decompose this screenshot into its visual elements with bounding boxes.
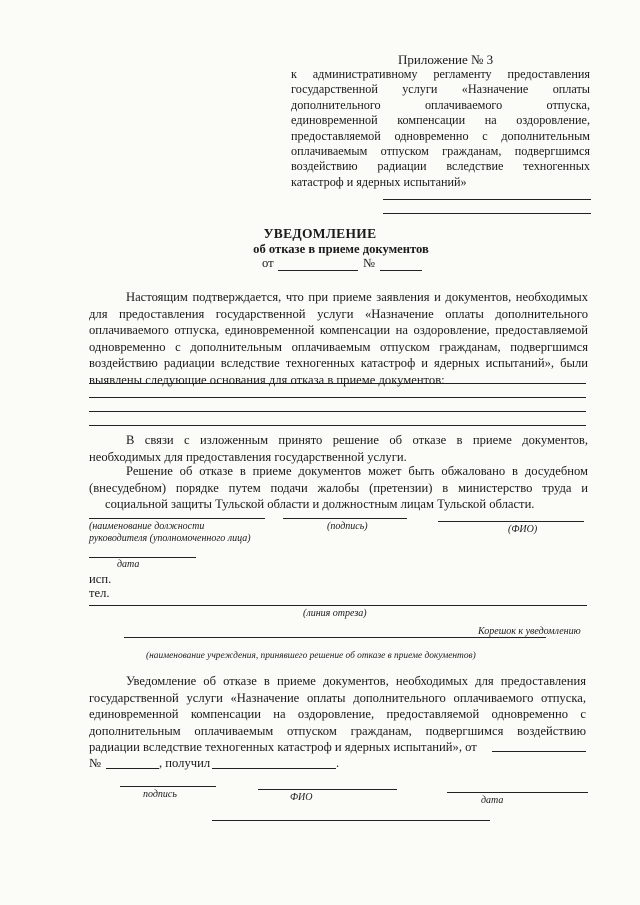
stub-fio-label: ФИО bbox=[290, 792, 313, 803]
document-title: УВЕДОМЛЕНИЕ bbox=[263, 226, 377, 241]
header-blank-line bbox=[383, 199, 591, 200]
stub-label: Корешок к уведомлению bbox=[478, 626, 581, 637]
cut-line bbox=[89, 605, 587, 606]
paragraph-grounds bbox=[89, 289, 588, 389]
date-prefix: от bbox=[262, 256, 274, 270]
text-line: социальной защиты Тульской области и должностным лицам Тульской области. bbox=[105, 497, 535, 512]
stub-number-blank bbox=[106, 768, 159, 769]
appendix-line: дополнительного оплачиваемого отпуска, bbox=[291, 97, 590, 112]
stub-date-blank-2 bbox=[447, 792, 588, 793]
appendix-title: Приложение № 3 bbox=[398, 52, 494, 67]
stub-received: , получил bbox=[159, 756, 211, 770]
fio-blank bbox=[438, 521, 584, 522]
document-subtitle: об отказе в приеме документов bbox=[253, 242, 429, 256]
grounds-blank-line bbox=[89, 425, 586, 426]
cut-line-label: (линия отреза) bbox=[303, 608, 367, 619]
position-label: (наименование должности bbox=[89, 521, 205, 532]
text-line: воздействию радиации вследствие техногенных катастроф и ядерных испытаний», были bbox=[89, 356, 588, 371]
stub-received-blank bbox=[212, 768, 336, 769]
text-line: для предоставления государственной услуги «Назначение оплаты дополнительного bbox=[89, 306, 588, 321]
position-label-line2: руководителя (уполномоченного лица) bbox=[89, 533, 251, 544]
text-line: В связи с изложенным принято решение об отказе в приеме документов, bbox=[126, 433, 588, 447]
organization-label: (наименование учреждения, принявшего решение об отказе в приеме документов) bbox=[146, 651, 476, 661]
date-blank bbox=[278, 270, 358, 271]
stub-line-5: радиации вследствие техногенных катастроф и ядерных испытаний», от bbox=[89, 740, 477, 754]
executor-label: исп. bbox=[89, 572, 112, 586]
appendix-line: воздействию радиации вследствие техногенных bbox=[291, 159, 590, 174]
position-blank bbox=[89, 518, 265, 519]
paragraph-appeal bbox=[89, 463, 588, 513]
fio-label: (ФИО) bbox=[508, 524, 538, 535]
header-blank-line bbox=[383, 213, 591, 214]
text-line: (внесудебном) порядке путем подачи жалобы (претензии) в министерство труда и bbox=[89, 480, 588, 495]
stub-fio-blank bbox=[258, 789, 397, 790]
number-blank bbox=[380, 270, 422, 271]
appendix-line: единовременной компенсации на оздоровление, bbox=[291, 113, 590, 128]
stub-signature-label: подпись bbox=[143, 789, 177, 800]
date-blank-sign bbox=[89, 557, 196, 558]
appendix-line: катастроф и ядерных испытаний» bbox=[291, 174, 467, 189]
grounds-blank-line bbox=[89, 411, 586, 412]
text-line: необходимых для предоставления государственной услуги. bbox=[89, 449, 407, 464]
grounds-blank-line bbox=[89, 397, 586, 398]
signature-blank bbox=[283, 518, 407, 519]
appendix-text bbox=[291, 67, 590, 190]
text-line: выявлены следующие основания для отказа в приеме документов: bbox=[89, 372, 445, 387]
stub-bottom-line bbox=[212, 820, 490, 821]
organization-blank bbox=[124, 637, 546, 638]
date-label: дата bbox=[117, 559, 140, 570]
text-line: Уведомление об отказе в приеме документов, необходимых для предоставления bbox=[126, 674, 586, 688]
text-line: единовременной компенсации на оздоровление, предоставляемой одновременно с bbox=[89, 707, 586, 722]
number-prefix: № bbox=[363, 256, 376, 270]
text-line: оплачиваемого отпуска, единовременной компенсации на оздоровление, предоставляемой bbox=[89, 323, 588, 338]
text-line: Настоящим подтверждается, что при приеме заявления и документов, необходимых bbox=[126, 290, 588, 304]
appendix-line: предоставляемой одновременно с дополнительным bbox=[291, 128, 590, 143]
appendix-line: оплачиваемым отпуском гражданам, подвергшимся bbox=[291, 143, 590, 158]
stub-period: . bbox=[336, 756, 340, 770]
text-line: одновременно с дополнительным оплачиваемым отпуском гражданам, подвергшимся bbox=[89, 339, 588, 354]
text-line: дополнительным оплачиваемым отпуском гражданам, подвергшимся воздействию bbox=[89, 723, 586, 738]
appendix-line: государственной услуги «Назначение оплаты bbox=[291, 82, 590, 97]
grounds-blank-line bbox=[89, 383, 586, 384]
stub-date-blank bbox=[492, 751, 586, 752]
stub-signature-blank bbox=[120, 786, 216, 787]
phone-label: тел. bbox=[89, 586, 110, 600]
text-line: Решение об отказе в приеме документов может быть обжаловано в досудебном bbox=[126, 464, 588, 478]
text-line: государственной услуги «Назначение оплаты дополнительного оплачиваемого отпуска, bbox=[89, 690, 586, 705]
appendix-line: к административному регламенту предоставления bbox=[291, 67, 590, 81]
signature-label: (подпись) bbox=[327, 521, 368, 532]
paragraph-decision bbox=[89, 432, 588, 465]
stub-date-label: дата bbox=[481, 795, 504, 806]
stub-paragraph bbox=[89, 673, 586, 739]
stub-number-prefix: № bbox=[89, 756, 102, 770]
